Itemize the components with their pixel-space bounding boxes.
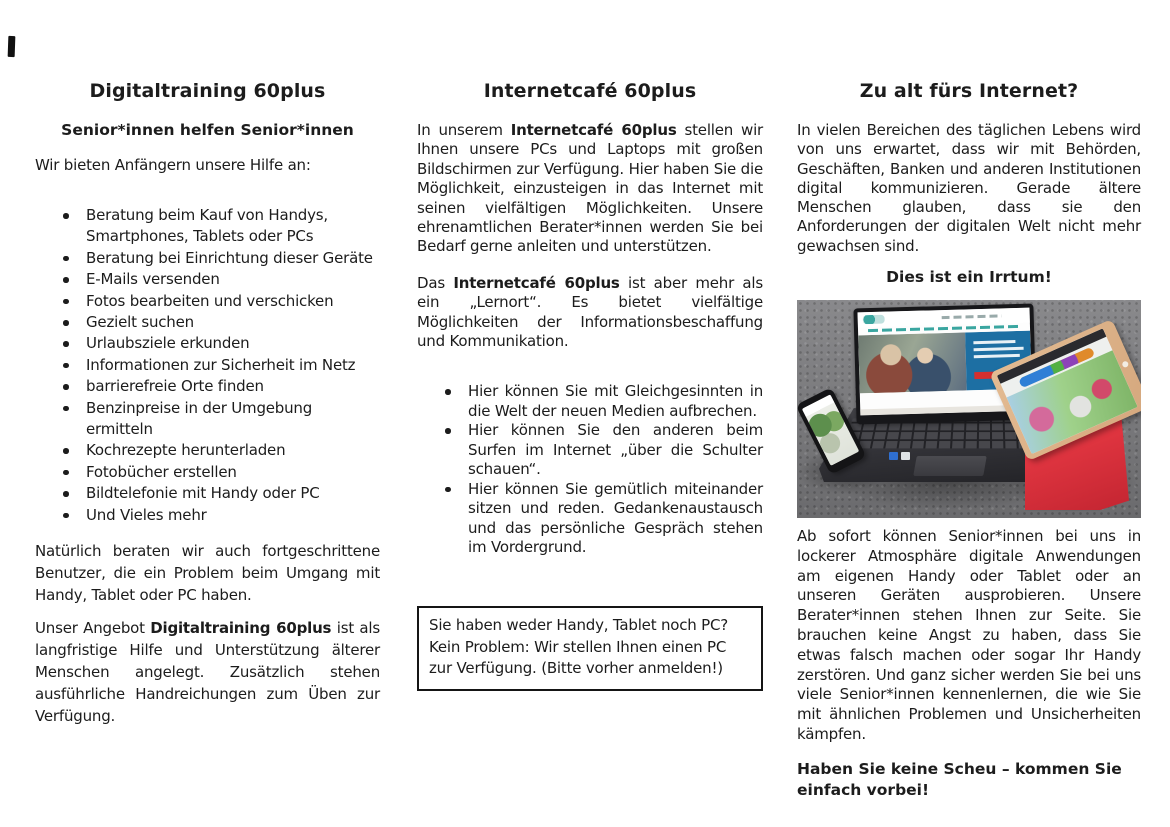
laptop-sticker-white — [901, 452, 910, 460]
pc-loan-notice-box: Sie haben weder Handy, Tablet noch PC? Kein Problem: Wir stellen Ihnen einen PC zur Verfügung. (Bitte vorher anmelden!) — [417, 606, 763, 691]
bullet-dot-icon — [63, 513, 69, 519]
panel3-paragraph-everyday: In vielen Bereichen des täglichen Lebens wird von uns erwartet, dass wir mit Behörden, Geschäften, Banken und anderen Institutionen digital kommunizieren. Gerade ältere Menschen glauben, dass sie den Anforderungen der digitalen Welt nicht mehr gewachsen sind. — [797, 121, 1141, 255]
list-item — [61, 291, 380, 312]
list-item — [61, 333, 380, 354]
bullet-dot-icon — [445, 428, 451, 434]
bullet-dot-icon — [63, 384, 69, 390]
lernort-text-post: ist aber mehr als ein „Lernort“. Es bietet vielfältige Möglichkeiten der Informationsbeschaffung und Kommunikation. — [417, 273, 763, 351]
intro-text-bold: Internetcafé 60plus — [510, 121, 677, 139]
list-item — [61, 205, 380, 248]
list-item — [61, 248, 380, 269]
list-item — [61, 312, 380, 333]
panel2-title: Internetcafé 60plus — [483, 80, 697, 102]
list-item-text: Hier können Sie gemütlich miteinander sitzen und reden. Gedankenaustausch und das persönliche Gespräch stehen im Vordergrund. — [468, 479, 763, 557]
hero-photo-seniors — [858, 333, 966, 394]
bullet-dot-icon — [63, 299, 69, 305]
devices-photo — [797, 300, 1141, 518]
scan-artifact — [8, 36, 16, 57]
list-item — [61, 398, 380, 441]
bullet-dot-icon — [63, 363, 69, 369]
panel-internetcafe — [417, 80, 763, 691]
list-item — [61, 440, 380, 461]
panel1-paragraph-offer — [35, 618, 380, 727]
list-item — [61, 376, 380, 397]
list-item-text: E-Mails versenden — [86, 270, 220, 289]
list-item-text: Hier können Sie mit Gleichgesinnten in die Welt der neuen Medien aufbrechen. — [468, 382, 763, 420]
bullet-dot-icon — [63, 470, 69, 476]
lernort-text-pre: Das — [417, 273, 454, 292]
bullet-dot-icon — [445, 389, 451, 395]
lernort-text-bold: Internetcafé 60plus — [453, 273, 620, 292]
intro-text-pre: In unserem — [417, 121, 511, 139]
panel3-paragraph-offer: Ab sofort können Senior*innen bei uns in lockerer Atmosphäre digitale Anwendungen am eigenen Handy oder Tablet oder an unseren Geräten ausprobieren. Unsere Berater*innen stehen Ihnen zur Seite. Sie brauchen keine Angst zu haben, dass Sie etwas falsch machen oder sogar Ihr Handy zerstören. Und ganz sicher werden Sie bei uns viele Senior*innen kennenlernen, die wie Sie mit ähnlichen Problemen und Unsicherheiten kämpfen. — [797, 527, 1141, 744]
list-item-text: Fotos bearbeiten und verschicken — [86, 291, 334, 310]
list-item — [61, 355, 380, 376]
list-item — [443, 421, 763, 480]
list-item-text: Urlaubsziele erkunden — [86, 334, 250, 353]
panel2-paragraph-lernort — [417, 274, 763, 352]
panel1-subtitle: Senior*innen helfen Senior*innen — [61, 121, 354, 139]
offer-text-pre: Unser Angebot — [35, 619, 151, 638]
bullet-dot-icon — [445, 487, 451, 493]
tablet-home-button — [1121, 360, 1129, 368]
list-item — [61, 483, 380, 504]
panel-digitaltraining — [35, 80, 380, 727]
list-item — [61, 269, 380, 290]
bullet-dot-icon — [63, 213, 69, 219]
list-item — [61, 505, 380, 526]
bullet-dot-icon — [63, 448, 69, 454]
offer-text-post: ist als langfristige Hilfe und Unterstützung älterer Menschen angelegt. Zusätzlich stehen ausführliche Handreichungen zum Üben zur Verfügung. — [35, 619, 381, 725]
list-item-text: Informationen zur Sicherheit im Netz — [86, 355, 356, 374]
list-item-text: Und Vieles mehr — [86, 505, 207, 524]
list-item-text: Benzinpreise in der Umgebung ermitteln — [86, 398, 313, 439]
bullet-dot-icon — [63, 277, 69, 283]
bullet-dot-icon — [63, 491, 69, 497]
list-item — [443, 480, 763, 558]
bullet-dot-icon — [63, 256, 69, 262]
panel-zu-alt — [797, 80, 1141, 802]
list-item-text: Gezielt suchen — [86, 313, 194, 332]
list-item — [443, 382, 763, 421]
website-logo-icon — [863, 315, 885, 325]
panel1-title: Digitaltraining 60plus — [89, 80, 326, 102]
panel2-bullet-list — [417, 382, 763, 558]
list-item — [61, 462, 380, 483]
bullet-dot-icon — [63, 341, 69, 347]
list-item-text: Kochrezepte herunterladen — [86, 441, 286, 460]
panel1-paragraph-advanced-users: Natürlich beraten wir auch fortgeschrittene Benutzer, die ein Problem beim Umgang mit Handy, Tablet oder PC haben. — [35, 542, 380, 604]
list-item-text: Beratung beim Kauf von Handys, Smartphones, Tablets oder PCs — [86, 206, 328, 246]
laptop-sticker-blue — [889, 452, 898, 460]
panel1-bullet-list — [35, 205, 380, 526]
list-item-text: barrierefreie Orte finden — [86, 377, 264, 396]
panel3-outro: Haben Sie keine Scheu – kommen Sie einfach vorbei! — [797, 759, 1122, 800]
offer-text-bold: Digitaltraining 60plus — [150, 619, 332, 638]
panel3-title: Zu alt fürs Internet? — [859, 80, 1079, 102]
panel2-paragraph-intro — [417, 121, 763, 257]
intro-text-post: stellen wir Ihnen unsere PCs und Laptops mit großen Bildschirmen zur Verfügung. Hier haben Sie die Möglichkeit, einzusteigen in das Internet mit seinen vielfältigen Möglichkeiten. Unsere ehrenamtlichen Berater*innen werden Sie bei Bedarf gerne anleiten und unterstützen. — [417, 121, 763, 256]
list-item-text: Bildtelefonie mit Handy oder PC — [86, 484, 320, 503]
list-item-text: Hier können Sie den anderen beim Surfen im Internet „über die Schulter schauen“. — [468, 421, 763, 479]
list-item-text: Beratung bei Einrichtung dieser Geräte — [86, 248, 373, 267]
laptop-trackpad — [913, 456, 987, 476]
bullet-dot-icon — [63, 406, 69, 412]
panel1-intro: Wir bieten Anfängern unsere Hilfe an: — [35, 156, 311, 174]
list-item-text: Fotobücher erstellen — [86, 462, 237, 481]
panel3-claim: Dies ist ein Irrtum! — [886, 268, 1052, 287]
bullet-dot-icon — [63, 320, 69, 326]
